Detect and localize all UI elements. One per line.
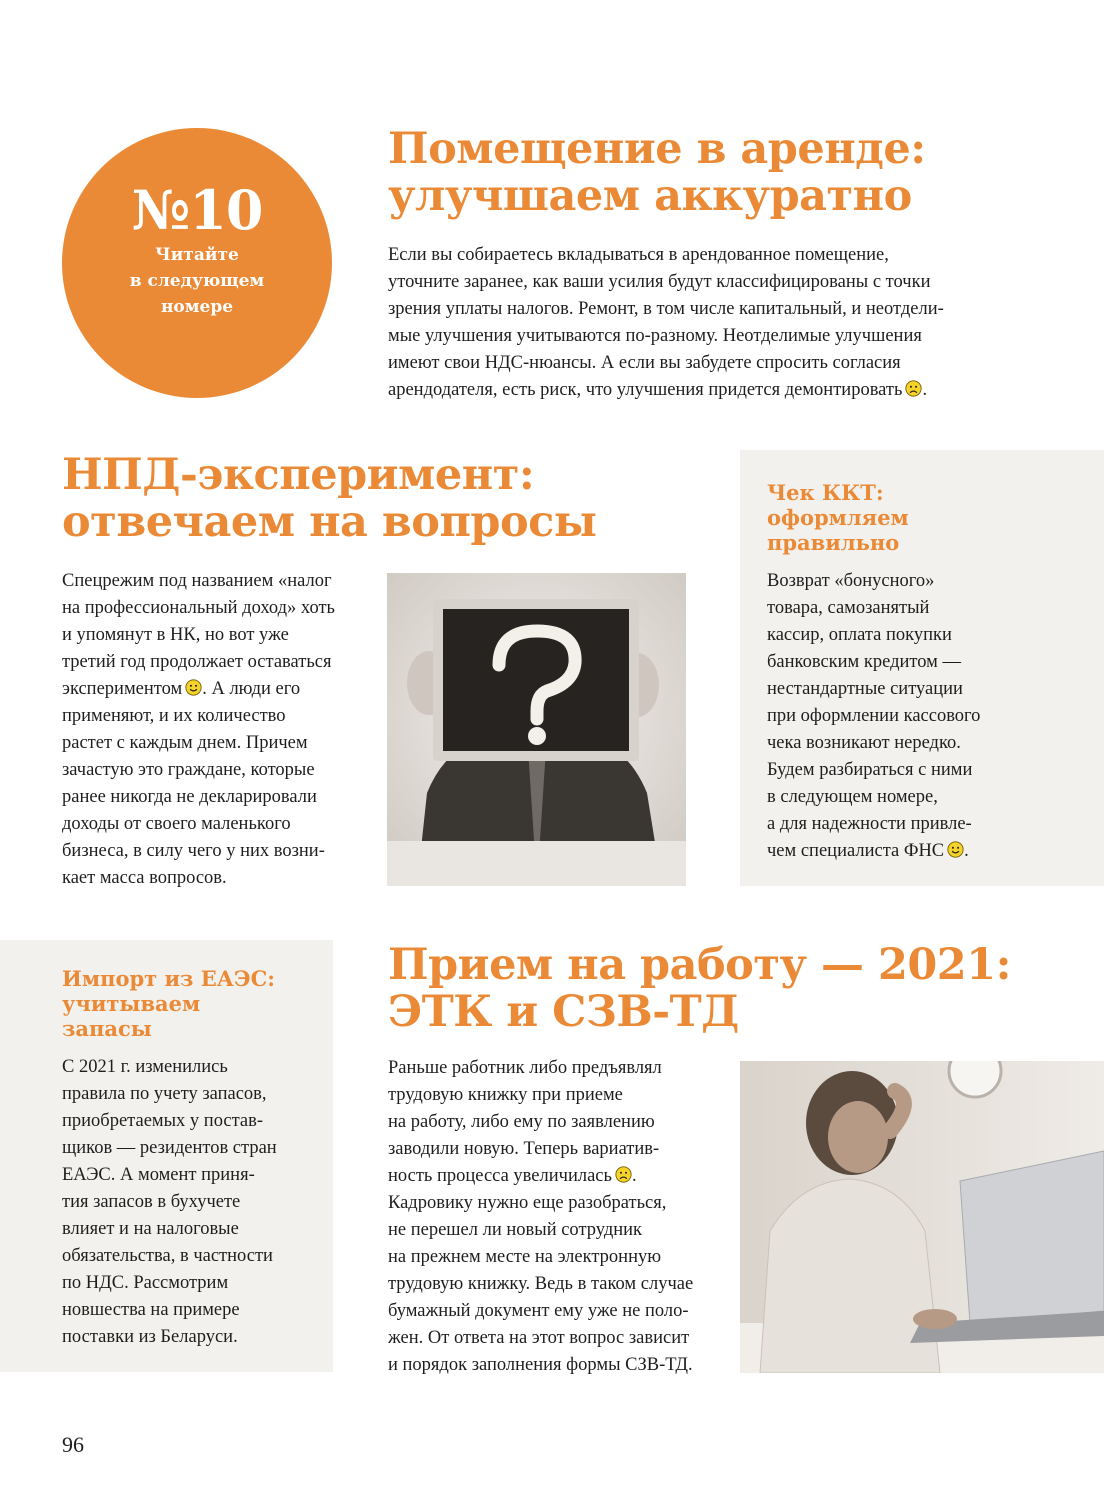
article-import-panel [0, 940, 333, 1372]
smiley-icon [185, 679, 202, 696]
article-body: Возврат «бонусного» товара, самозанятый кассир, оплата покупки банковским кредитом — нестандартные ситуации при оформлении кассового чека возникают нередко. Будем разбираться с ними в следующем номере, а для надежности привле- чем специалиста ФНС . [767, 571, 981, 861]
question-mark-photo [387, 573, 686, 886]
article-title: Чек ККТ: оформляем правильно [767, 480, 909, 555]
sad-face-icon [615, 1166, 632, 1183]
article-kkt-panel [740, 450, 1104, 886]
article-rent [388, 126, 1078, 404]
article-hiring [388, 942, 1088, 1036]
article-title: НПД-эксперимент: отвечаем на вопросы [62, 450, 597, 547]
sad-face-icon [905, 380, 922, 397]
woman-laptop-photo [740, 1061, 1104, 1373]
article-npd [62, 452, 722, 546]
article-title: Прием на работу — 2021: ЭТК и СЗВ-ТД [388, 940, 1012, 1037]
article-body: Если вы собираетесь вкладываться в арендованное помещение, уточните заранее, как ваши усилия будут классифицированы с точки зрения уплаты налогов. Ремонт, в том числе капитальный, и неотдели- мые улучшения учитываются по-разному. Неотделимые улучшения имеют свои НДС-нюансы. А если вы забудете спросить согласия арендодателя, есть риск, что улучшения придется демонтировать . [388, 245, 944, 400]
issue-number: №10 [131, 178, 263, 242]
article-title: Импорт из ЕАЭС: учитываем запасы [62, 966, 276, 1041]
page-number: 96 [62, 1432, 84, 1457]
article-body: Спецрежим под названием «налог на профессиональный доход» хоть и упомянут в НК, но вот уже третий год продолжает оставаться экспериментом . А люди его применяют, и их количество растет с каждым днем. Причем зачастую это граждане, которые ранее никогда не декларировали доходы от своего маленького бизнеса, в силу чего у них возни- кает масса вопросов. [62, 571, 335, 888]
badge-line: Читайте [155, 245, 239, 265]
article-body: С 2021 г. изменились правила по учету запасов, приобретаемых у постав- щиков — резидентов стран ЕАЭС. А момент приня- тия запасов в бухучете влияет и на налоговые обязательства, в частности по НДС. Рассмотрим новшества на примере поставки из Беларуси. [62, 1057, 277, 1347]
badge-line: номере [160, 297, 234, 317]
article-body: Раньше работник либо предъявлял трудовую книжку при приеме на работу, либо ему по заявлению заводили новую. Теперь вариатив- ность процесса увеличилась . Кадровику нужно еще разобраться, не перешел ли новый сотрудник на прежнем месте на электронную трудовую книжку. Ведь в таком случае бумажный документ ему уже не поло- жен. От ответа на этот вопрос зависит и порядок заполнения формы СЗВ-ТД. [388, 1058, 694, 1375]
badge-line: в следующем [129, 271, 265, 291]
article-title: Помещение в аренде: улучшаем аккуратно [388, 124, 926, 221]
smiley-icon [947, 841, 964, 858]
next-issue-badge [62, 128, 332, 398]
